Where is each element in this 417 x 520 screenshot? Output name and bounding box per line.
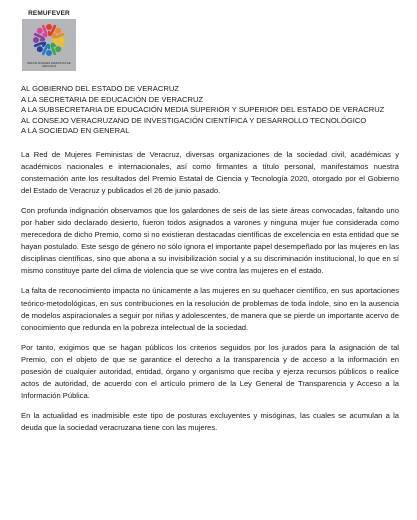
addressee-line: AL GOBIERNO DEL ESTADO DE VERACRUZ xyxy=(21,84,179,93)
addressee-line: A LA SUBSECRETARIA DE EDUCACIÓN MEDIA SUPERIOR Y SUPERIOR DEL ESTADO DE VERACRUZ xyxy=(21,105,385,114)
figure-body-icon xyxy=(43,26,46,36)
addressee-line: A LA SECRETARIA DE EDUCACIÓN DE VERACRUZ xyxy=(21,94,204,104)
figure-body-icon xyxy=(53,34,63,37)
figure-head-icon xyxy=(46,50,52,56)
paragraph: En la actualidad es inadmisible este tipo de posturas excluyentes y misóginas, las cuales se acumulan a la deuda que la sociedad veracruzana tiene con las mujeres. xyxy=(21,410,399,432)
logo-title: REMUFEVER xyxy=(28,10,70,17)
figure-body-icon xyxy=(35,43,45,46)
figure-head-icon xyxy=(37,46,43,52)
logo xyxy=(21,10,77,71)
paragraph: La falta de reconocimiento impacta no únicamente a las mujeres en su quehacer científico, en sus aportaciones teórico-metodológicas, en sus contribuciones en la resolución de problemas de toda índole, sino en la ausencia de modelos aspiracionales a seguir por niñas y adolescentes, de manera que se pierde un importante acervo de conocimiento que redunda en la pobreza intelectual de la sociedad. xyxy=(21,286,399,332)
figure-head-icon xyxy=(33,37,39,43)
addressee-list xyxy=(21,84,401,137)
paragraph: La Red de Mujeres Feministas de Veracruz, diversas organizaciones de la sociedad civil, académicas y académicos nacionales e internacionales, así como firmantes a título personal, manifestamos nuestra consternación ante los resultados del Premio Estatal de Ciencia y Tecnología 2020, otorgado por el Gobierno del Estado de Veracruz y publicados el 26 de junio pasado. xyxy=(21,150,399,196)
figure-head-icon xyxy=(55,46,61,52)
figure-head-icon xyxy=(55,28,61,34)
addressee-line: AL CONSEJO VERACRUZANO DE INVESTIGACIÓN CIENTÍFICA Y DESARROLLO TECNOLÓGICO xyxy=(21,115,367,125)
paragraph: Por tanto, exigimos que se hagan públicos los criterios seguidos por los jurados para la asignación de tal Premio, con el objeto de que se garantice el derecho a la transparencia y de acceso a la información en posesión de cualquier autoridad, entidad, órgano y organismo que reciba y ejerza recursos públicos o realice actos de autoridad, de acuerdo con el artículo primero de la Ley General de Transparencia y Acceso a la Información Pública. xyxy=(21,342,399,400)
logo-image xyxy=(22,19,76,71)
figure-head-icon xyxy=(59,37,65,43)
figure-body-icon xyxy=(52,44,55,54)
logo-caption: RED DE MUJERES FEMINISTAS DE VERACRUZ xyxy=(27,62,71,68)
figure-head-icon xyxy=(37,28,43,34)
paragraph: Con profunda indignación observamos que los galardones de seis de las siete áreas convocadas, faltando uno por haber sido declarado desierto, fueron todos asignados a varones y ninguna mujer fue considerada como merecedora de dicho Premio, como si no existieran destacadas científicas de excelencia en esta entidad que se hayan postulado. Este sesgo de género no sólo ignora el importante papel desempeñado por las mujeres en las disciplinas científicas, sino que abona a su invisibilización social y a su discriminación institucional, lo que en sí mismo constituye parte del clima de violencia que se vive contra las mujeres en el estado. xyxy=(21,206,399,276)
letter-body xyxy=(21,149,399,442)
figure-head-icon xyxy=(46,24,52,30)
addressee-line: A LA SOCIEDAD EN GENERAL xyxy=(21,126,130,135)
